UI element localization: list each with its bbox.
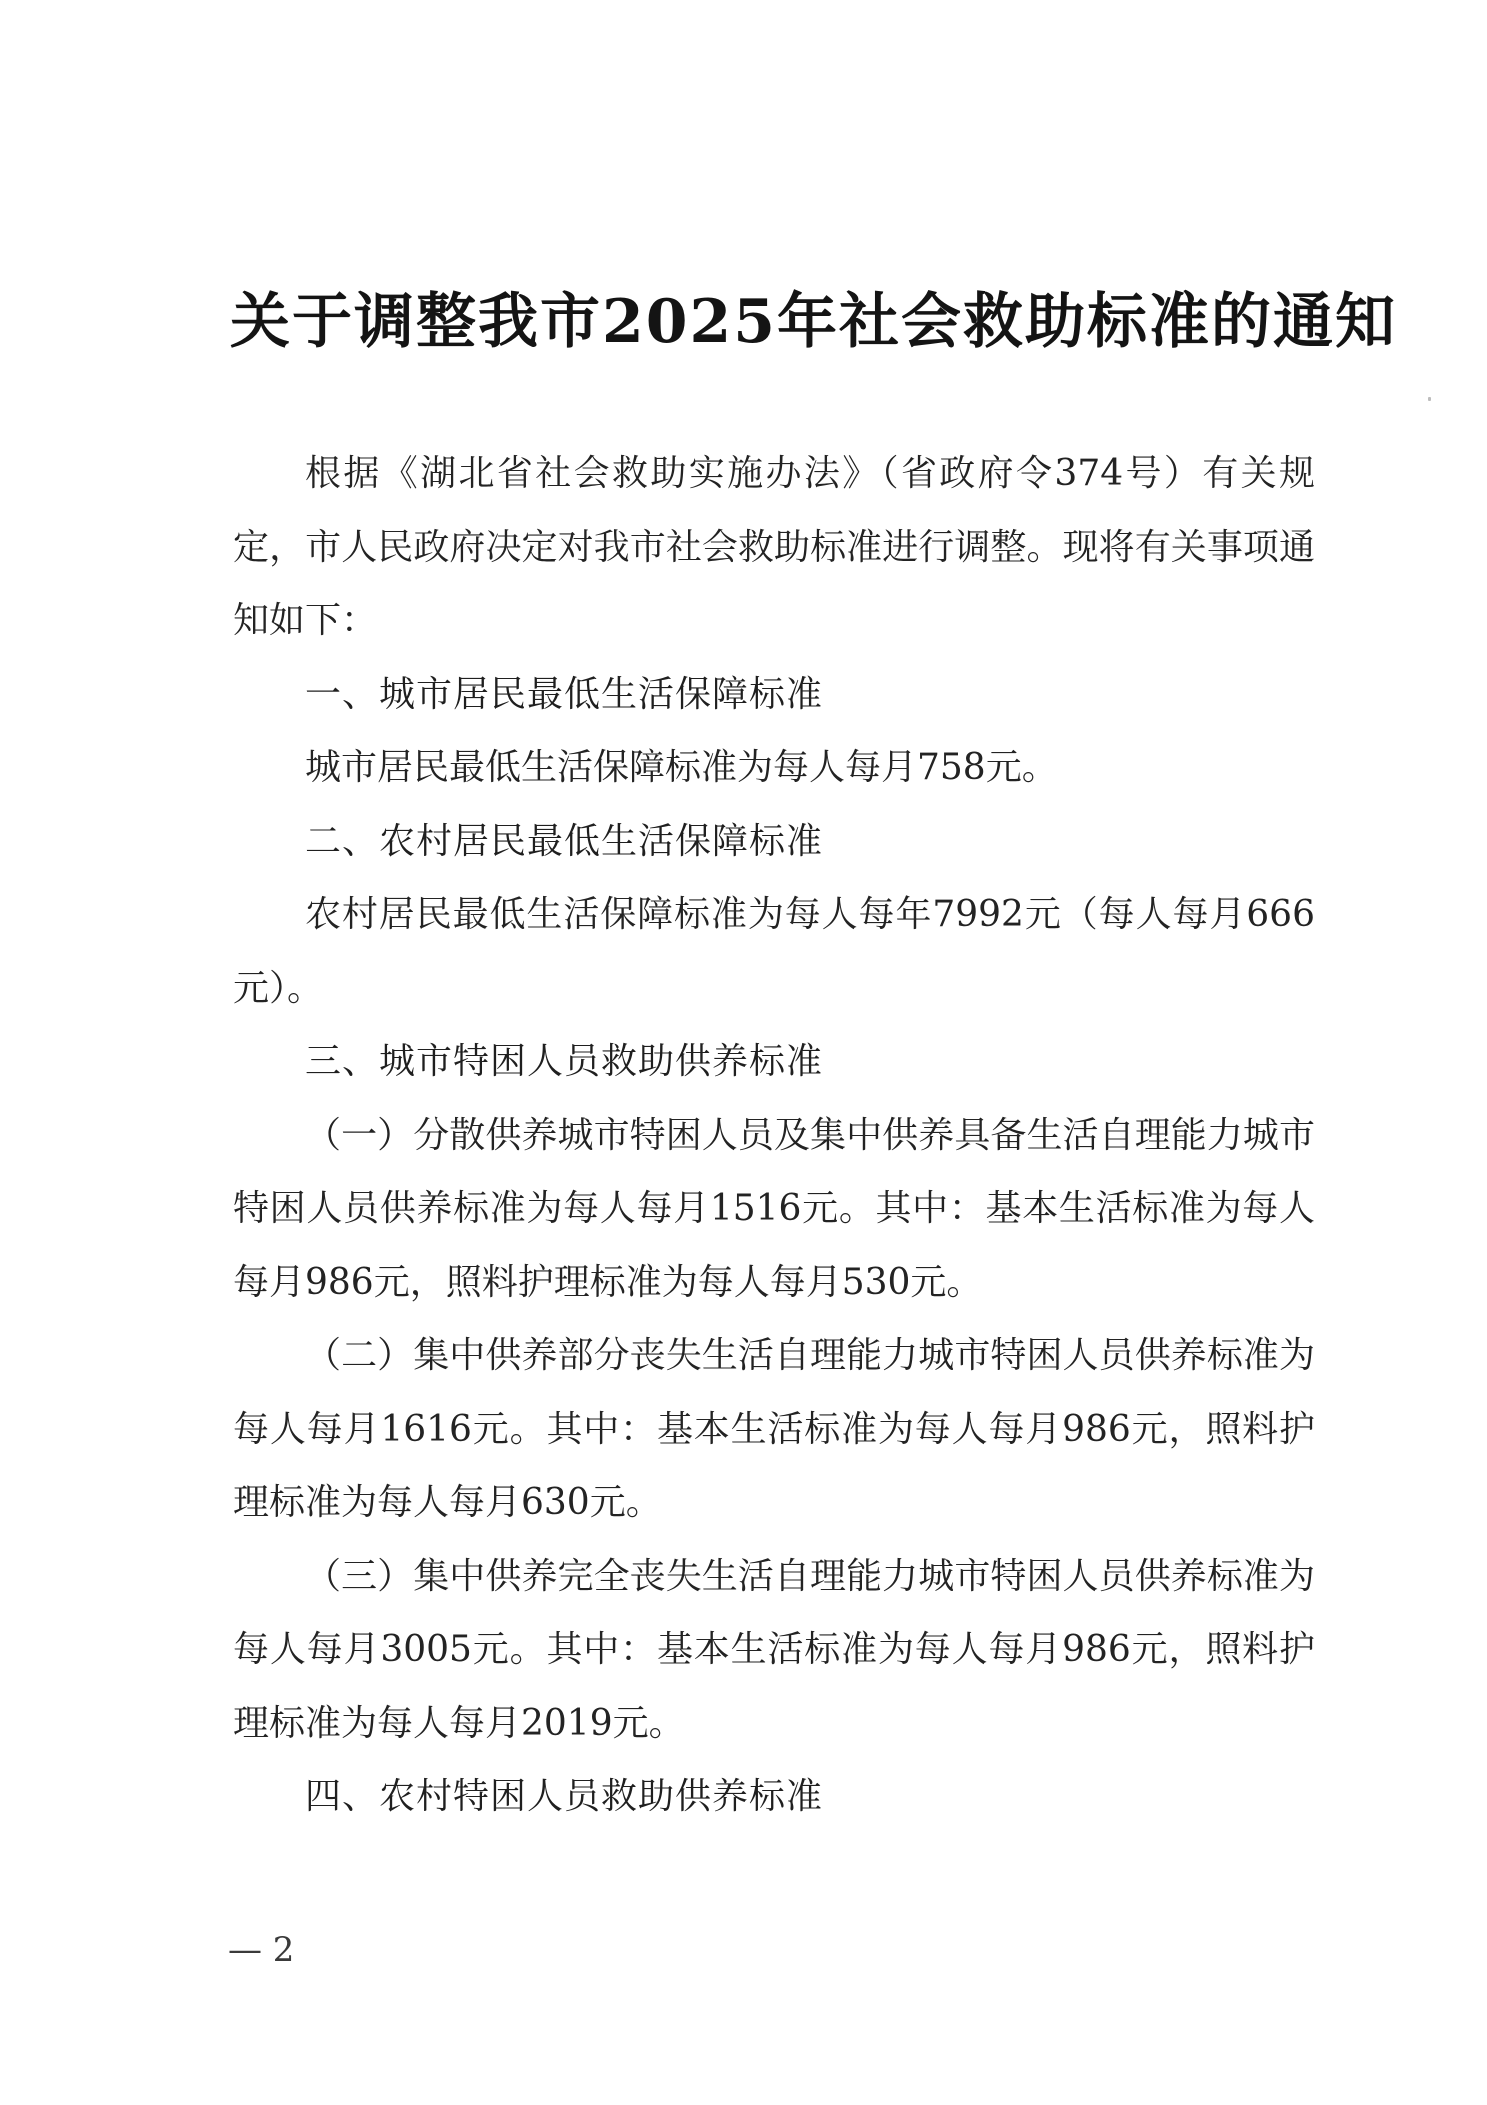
section-heading-urban-minimum-living: 一、城市居民最低生活保障标准 [305,673,824,715]
document-title: 关于调整我市2025年社会救助标准的通知 [230,287,1397,357]
urban-minimum-living-paragraph: 城市居民最低生活保障标准为每人每月758元。 [305,747,1058,788]
urban-extreme-poverty-item-2: （二）集中供养部分丧失生活自理能力城市特困人员供养标准为每人每月1616元。其中：基本生活标准为每人每月986元，照料护理标准为每人每月630元。 [233,1335,1315,1523]
rural-minimum-living-paragraph: 农村居民最低生活保障标准为每人每年7992元（每人每月666元）。 [233,894,1315,1009]
section-heading-rural-minimum-living: 二、农村居民最低生活保障标准 [305,820,824,862]
urban-extreme-poverty-item-3: （三）集中供养完全丧失生活自理能力城市特困人员供养标准为每人每月3005元。其中：基本生活标准为每人每月986元，照料护理标准为每人每月2019元。 [233,1555,1315,1744]
intro-paragraph: 根据《湖北省社会救助实施办法》（省政府令374号）有关规定，市人民政府决定对我市社会救助标准进行调整。现将有关事项通知如下： [233,453,1315,641]
urban-extreme-poverty-item-1: （一）分散供养城市特困人员及集中供养具备生活自理能力城市特困人员供养标准为每人每月1516元。其中：基本生活标准为每人每月986元，照料护理标准为每人每月530元。 [233,1114,1315,1303]
document-body [233,437,1315,1834]
section-heading-urban-extreme-poverty: 三、城市特困人员救助供养标准 [305,1041,824,1082]
section-heading-rural-extreme-poverty: 四、农村特困人员救助供养标准 [305,1776,824,1817]
page-number: — 2 [228,1930,295,1970]
scan-mark [1428,397,1431,401]
